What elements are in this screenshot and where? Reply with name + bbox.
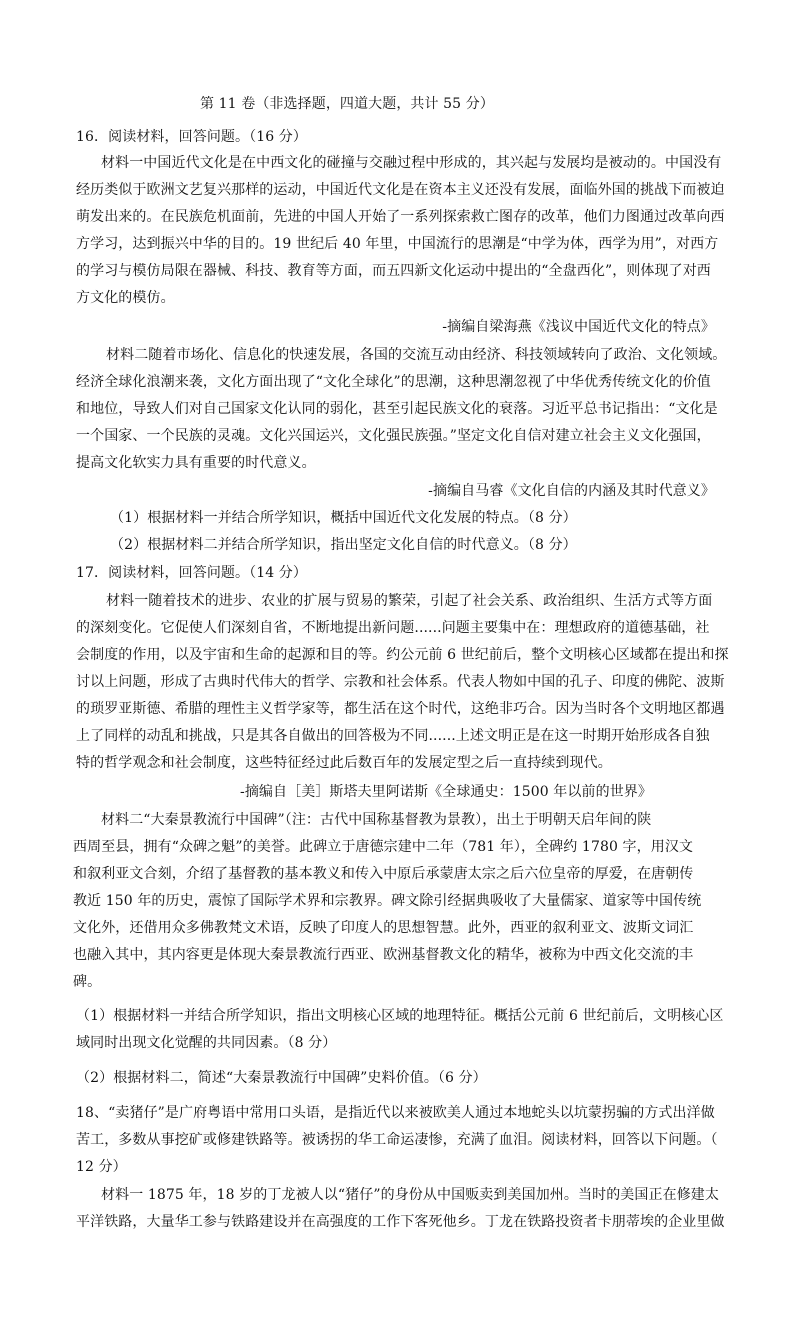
- q17-m1-line: 的琐罗亚斯德、希腊的理性主义哲学家等，都生活在这个时代，这绝非巧合。因为当时各个文明地区都遇: [76, 701, 725, 717]
- q16-sub1: （1）根据材料一并结合所学知识，概括中国近代文化发展的特点。（8 分）: [110, 510, 577, 526]
- q16-m1-line: 萌发出来的。在民族危机面前，先进的中国人开始了一系列探索救亡图存的改革，他们力图通过改革向西: [76, 209, 725, 225]
- q18-intro-line: 12 分）: [76, 1159, 127, 1175]
- q16-m1-line: 经历类似于欧洲文艺复兴那样的运动，中国近代文化是在资本主义还没有发展，面临外国的挑战下而被迫: [76, 182, 725, 198]
- q18-m1-line: 平洋铁路，大量华工参与铁路建设并在高强度的工作下客死他乡。丁龙在铁路投资者卡朋蒂埃的企业里做: [76, 1214, 725, 1230]
- q16-m1-line: 材料一中国近代文化是在中西文化的碰撞与交融过程中形成的，其兴起与发展均是被动的。中国没有: [101, 155, 722, 171]
- q16-m2-line: 提高文化软实力具有重要的时代意义。: [76, 455, 316, 471]
- q17-m1-line: 上了同样的动乱和挑战，只是其各自做出的回答极为不同......上述文明正是在这一时期开始形成各自独: [76, 728, 710, 744]
- q16-sub2: （2）根据材料二并结合所学知识，指出坚定文化自信的时代意义。（8 分）: [110, 537, 577, 553]
- q18-intro-line: 苦工，多数从事挖矿或修建铁路等。被诱拐的华工命运凄惨，充满了血泪。阅读材料，回答以下问题。（: [76, 1132, 718, 1148]
- q17-m2-line: 教近 150 年的历史，震惊了国际学术界和宗教界。碑文除引经据典吸收了大量儒家、道家等中国传统: [73, 893, 702, 909]
- q17-sub2: （2）根据材料二，简述“大秦景教流行中国碑”史料价值。（6 分）: [76, 1070, 487, 1086]
- q16-m2-line: 一个国家、一个民族的灵魂。文化兴国运兴，文化强民族强。”坚定文化自信对建立社会主义文化强国，: [76, 428, 711, 444]
- q16-m1-line: 的学习与模仿局限在器械、科技、教育等方面，而五四新文化运动中提出的“全盘西化”，则体现了对西: [76, 263, 711, 279]
- q16-m1-line: 方学习，达到振兴中华的目的。19 世纪后 40 年里，中国流行的思潮是“中学为体，西学为用”，对西方: [76, 236, 719, 252]
- q17-m2-line: 西周至县，拥有“众碑之魁”的美誉。此碑立于唐德宗建中二年（781 年），全碑约 1780 字，用汉文: [73, 839, 694, 855]
- q16-source1: -摘编自梁海燕《浅议中国近代文化的特点》: [442, 319, 715, 335]
- section-header: 第 11 卷（非选择题，四道大题，共计 55 分）: [200, 96, 494, 112]
- q16-m1-line: 方文化的模仿。: [76, 290, 175, 306]
- q16-m2-line: 材料二随着市场化、信息化的快速发展，各国的交流互动由经济、科技领域转向了政治、文化领域。: [106, 347, 727, 363]
- q18-m1-line: 材料一 1875 年，18 岁的丁龙被人以“猪仔”的身份从中国贩卖到美国加州。当时的美国正在修建太: [101, 1187, 720, 1203]
- q17-sub1-line: （1）根据材料一并结合所学知识，指出文明核心区域的地理特征。概括公元前 6 世纪前后，文明核心区: [76, 1008, 724, 1024]
- q17-sub1-line: 域同时出现文化觉醒的共同因素。（8 分）: [76, 1035, 337, 1051]
- q17-m1-line: 的深刻变化。它促使人们深刻自省，不断地提出新问题......问题主要集中在：理想政府的道德基础，社: [76, 620, 710, 636]
- q16-title: 16．阅读材料，回答问题。（16 分）: [76, 129, 307, 145]
- q17-m1-line: 材料一随着技术的进步、农业的扩展与贸易的繁荣，引起了社会关系、政治组织、生活方式等方面: [106, 593, 713, 609]
- q17-m2-line: 材料二“大秦景教流行中国碑”（注：古代中国称基督教为景教），出土于明朝天启年间的陕: [101, 812, 652, 828]
- q17-m2-line: 也融入其中，其内容更是体现大秦景教流行西亚、欧洲基督教文化的精华，被称为中西文化交流的丰: [73, 947, 694, 963]
- q17-m1-line: 特的哲学观念和社会制度，这些特征经过此后数百年的发展定型之后一直持续到现代。: [76, 755, 612, 771]
- q17-title: 17．阅读材料，回答问题。（14 分）: [76, 565, 307, 581]
- q17-m1-line: 讨以上问题，形成了古典时代伟大的哲学、宗教和社会体系。代表人物如中国的孔子、印度的佛陀、波斯: [76, 674, 725, 690]
- q17-m1-line: 会制度的作用，以及宇宙和生命的起源和目的等。约公元前 6 世纪前后，整个文明核心区域都在提出和探: [76, 647, 729, 663]
- q17-source1: -摘编自［美］斯塔夫里阿诺斯《全球通史：1500 年以前的世界》: [240, 784, 653, 800]
- q17-m2-line: 和叙利亚文合刻，介绍了基督教的基本教义和传入中原后承蒙唐太宗之后六位皇帝的厚爱，在唐朝传: [73, 866, 694, 882]
- q16-m2-line: 和地位，导致人们对自己国家文化认同的弱化，甚至引起民族文化的衰落。习近平总书记指出：“文化是: [76, 401, 718, 417]
- q17-m2-line: 文化外，还借用众多佛教梵文术语，反映了印度人的思想智慧。此外，西亚的叙利亚文、波斯文词汇: [73, 920, 694, 936]
- q16-source2: -摘编自马睿《文化自信的内涵及其时代意义》: [428, 483, 715, 499]
- q16-m2-line: 经济全球化浪潮来袭，文化方面出现了“文化全球化”的思潮，这种思潮忽视了中华优秀传统文化的价值: [76, 374, 711, 390]
- q18-intro-line: 18、“卖猪仔”是广府粤语中常用口头语，是指近代以来被欧美人通过本地蛇头以坑蒙拐骗的方式出洋做: [76, 1105, 715, 1121]
- q17-m2-line: 碑。: [73, 974, 102, 990]
